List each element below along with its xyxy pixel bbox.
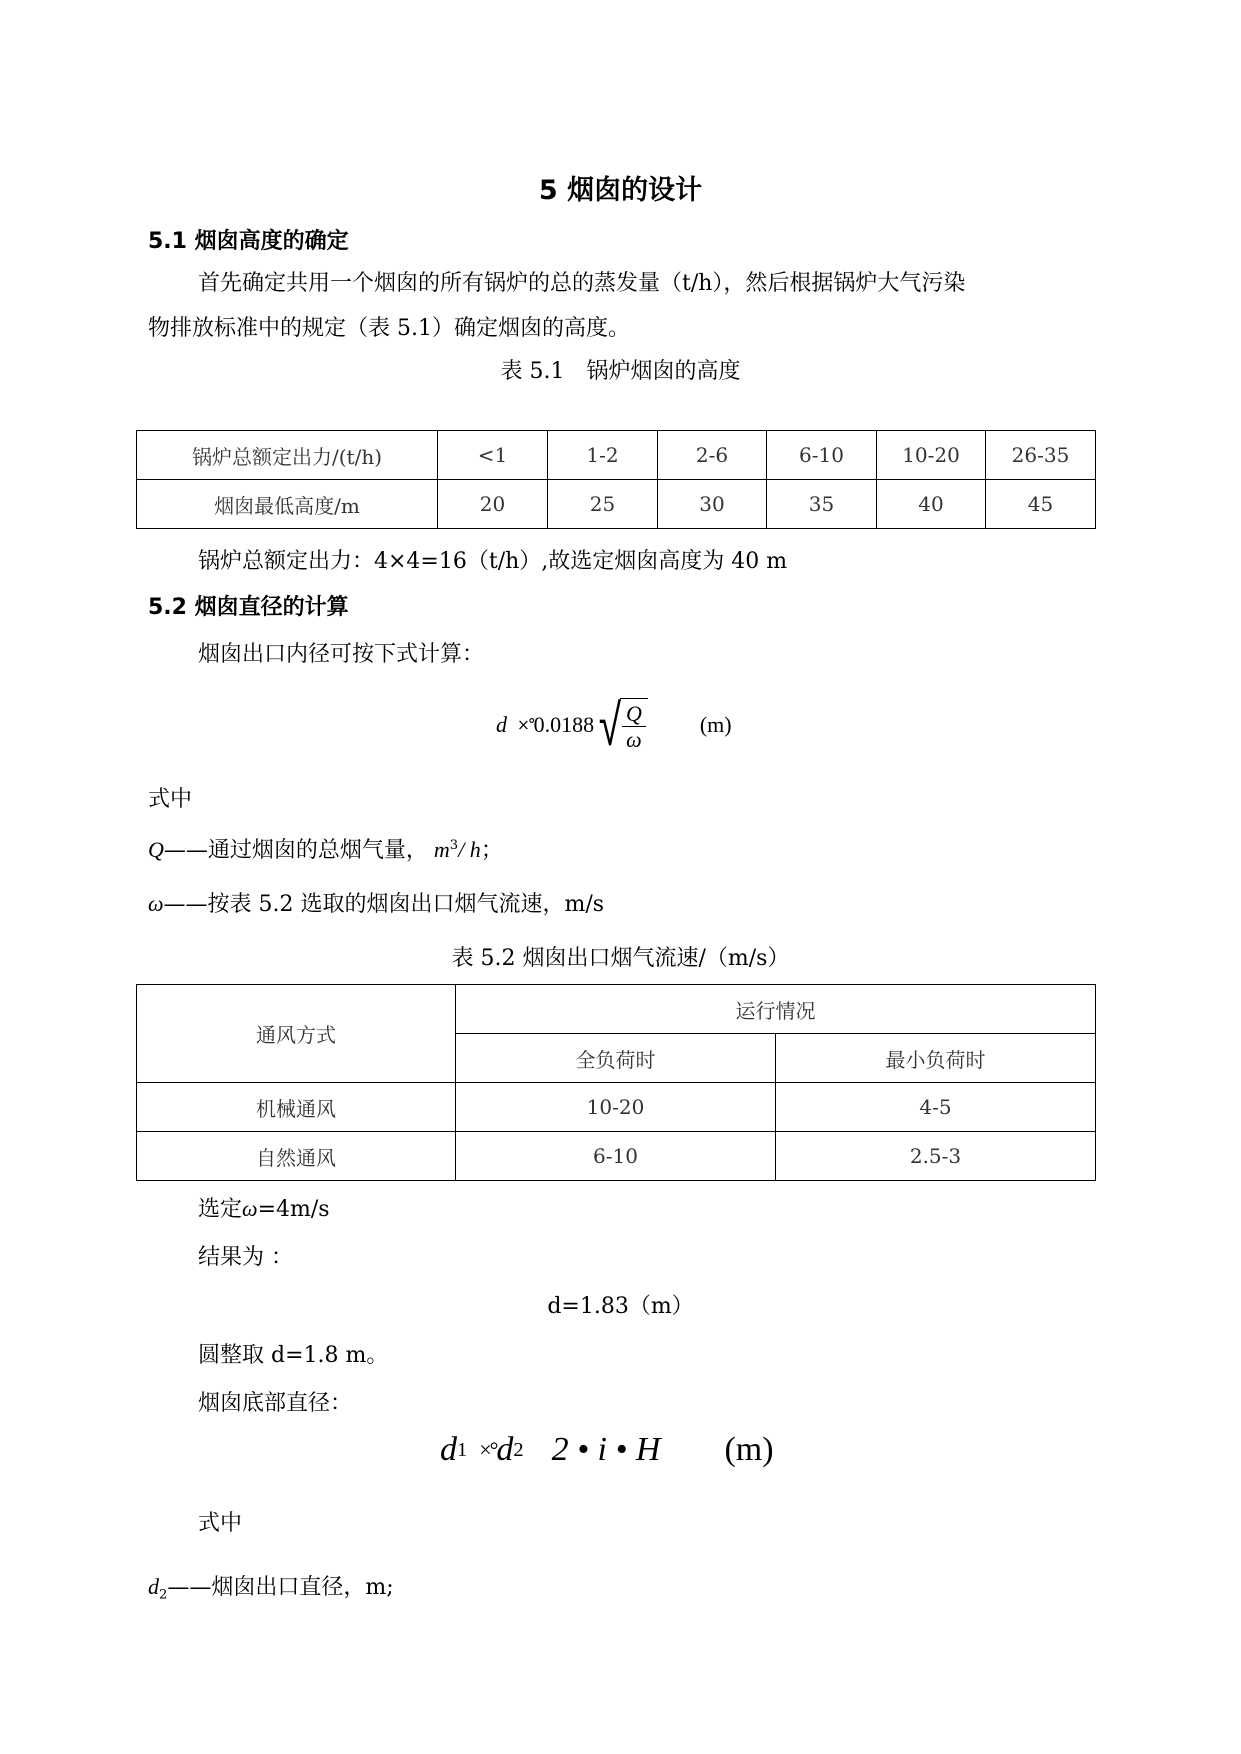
table-cell: 35	[767, 480, 877, 529]
def-symbol: Q	[148, 837, 164, 862]
choose-prefix: 选定	[198, 1197, 243, 1222]
table-cell: 20	[438, 480, 548, 529]
table-cell: 45	[986, 480, 1096, 529]
choose-symbol: ω	[242, 1196, 258, 1221]
formula-lhs: d	[496, 712, 507, 737]
table-5-2	[136, 984, 1096, 1181]
table-cell: 锅炉总额定出力/(t/h)	[137, 431, 438, 480]
table-cell: 26-35	[986, 431, 1096, 480]
height-result: 锅炉总额定出力：4×4=16（t/h）,故选定烟囱高度为 40 m	[198, 549, 788, 574]
table-cell: 1-2	[548, 431, 658, 480]
section-heading-5-2: 5.2 烟囱直径的计算	[148, 595, 349, 620]
table-cell: 40	[877, 480, 986, 529]
choose-velocity	[198, 1192, 330, 1223]
table-cell: 6-10	[456, 1132, 776, 1181]
definition-d2	[148, 1570, 394, 1603]
formula-fraction	[622, 701, 646, 753]
table-cell: 烟囱最低高度/m	[137, 480, 438, 529]
result-label: 结果为 ：	[198, 1245, 293, 1270]
table-row	[137, 431, 1096, 480]
table-header-cell: 通风方式	[137, 985, 456, 1083]
table-row	[137, 480, 1096, 529]
table-5-1-caption: 表 5.1 锅炉烟囱的高度	[500, 359, 741, 384]
formula-coefficient: 0.0188	[533, 712, 595, 737]
table-cell: 10-20	[456, 1083, 776, 1132]
def-text: ——通过烟囱的总烟气量，	[163, 838, 428, 863]
choose-value: =4m/s	[257, 1197, 330, 1222]
formula-numerator: Q	[622, 701, 646, 727]
formula-unit: (m)	[724, 1431, 774, 1468]
formula-unit: (m)	[699, 712, 732, 737]
formula-d1: d	[440, 1431, 457, 1468]
table-header-cell: 运行情况	[456, 985, 1096, 1034]
paragraph-line-2: 物排放标准中的规定（表 5.1）确定烟囱的高度。	[148, 316, 630, 341]
table-5-1	[136, 430, 1096, 529]
definition-q	[148, 833, 503, 864]
table-cell: <1	[438, 431, 548, 480]
formula-eq-symbol: ×°	[479, 1437, 497, 1462]
table-row	[137, 985, 1096, 1034]
table-5-2-caption: 表 5.2 烟囱出口烟气流速/（m/s）	[451, 946, 790, 971]
formula-d2-subscript: 2	[513, 1438, 524, 1461]
table-cell: 自然通风	[137, 1132, 456, 1181]
bottom-diameter-label: 烟囱底部直径：	[198, 1391, 353, 1416]
def-text: ——按表 5.2 选取的烟囱出口烟气流速，m/s	[163, 892, 605, 917]
table-cell: 25	[548, 480, 658, 529]
where-label-2: 式中	[198, 1511, 243, 1536]
def-text: ——烟囱出口直径，m;	[167, 1575, 394, 1600]
table-cell: 10-20	[877, 431, 986, 480]
formula-radicand	[620, 698, 648, 753]
formula-d1-subscript: 1	[457, 1438, 468, 1461]
formula-terms: 2 • i • H	[551, 1431, 661, 1468]
table-header-cell: 最小负荷时	[776, 1034, 1096, 1083]
where-label-1: 式中	[148, 787, 193, 812]
def-symbol: d	[148, 1574, 159, 1599]
def-symbol: ω	[148, 891, 164, 916]
def-unit-base: m	[433, 837, 450, 862]
rounded-result: 圆整取 d=1.8 m。	[198, 1343, 389, 1368]
table-cell: 2.5-3	[776, 1132, 1096, 1181]
table-cell: 6-10	[767, 431, 877, 480]
def-symbol-subscript: 2	[159, 1587, 168, 1603]
page-title: 5 烟囱的设计	[538, 175, 703, 206]
table-cell: 2-6	[658, 431, 767, 480]
formula-bottom-diameter	[440, 1420, 774, 1480]
paragraph-line-1: 首先确定共用一个烟囱的所有锅炉的总的蒸发量（t/h），然后根据锅炉大气污染	[198, 271, 966, 296]
table-cell: 4-5	[776, 1083, 1096, 1132]
table-row	[137, 1083, 1096, 1132]
formula-denominator: ω	[626, 727, 642, 752]
table-header-cell: 全负荷时	[456, 1034, 776, 1083]
table-cell: 30	[658, 480, 767, 529]
def-unit-exponent: 3	[449, 838, 459, 854]
formula-intro: 烟囱出口内径可按下式计算：	[198, 642, 485, 667]
formula-diameter	[496, 690, 732, 760]
definition-omega	[148, 887, 604, 918]
def-end: ；	[480, 838, 503, 863]
section-heading-5-1: 5.1 烟囱高度的确定	[148, 229, 349, 254]
table-cell: 机械通风	[137, 1083, 456, 1132]
sqrt-icon: √	[598, 691, 622, 759]
formula-eq-symbol: ×°	[517, 716, 534, 734]
result-value: d=1.83（m）	[547, 1294, 694, 1319]
def-unit-rest: / h	[458, 837, 481, 862]
table-row	[137, 1132, 1096, 1181]
formula-d2: d	[496, 1431, 514, 1468]
